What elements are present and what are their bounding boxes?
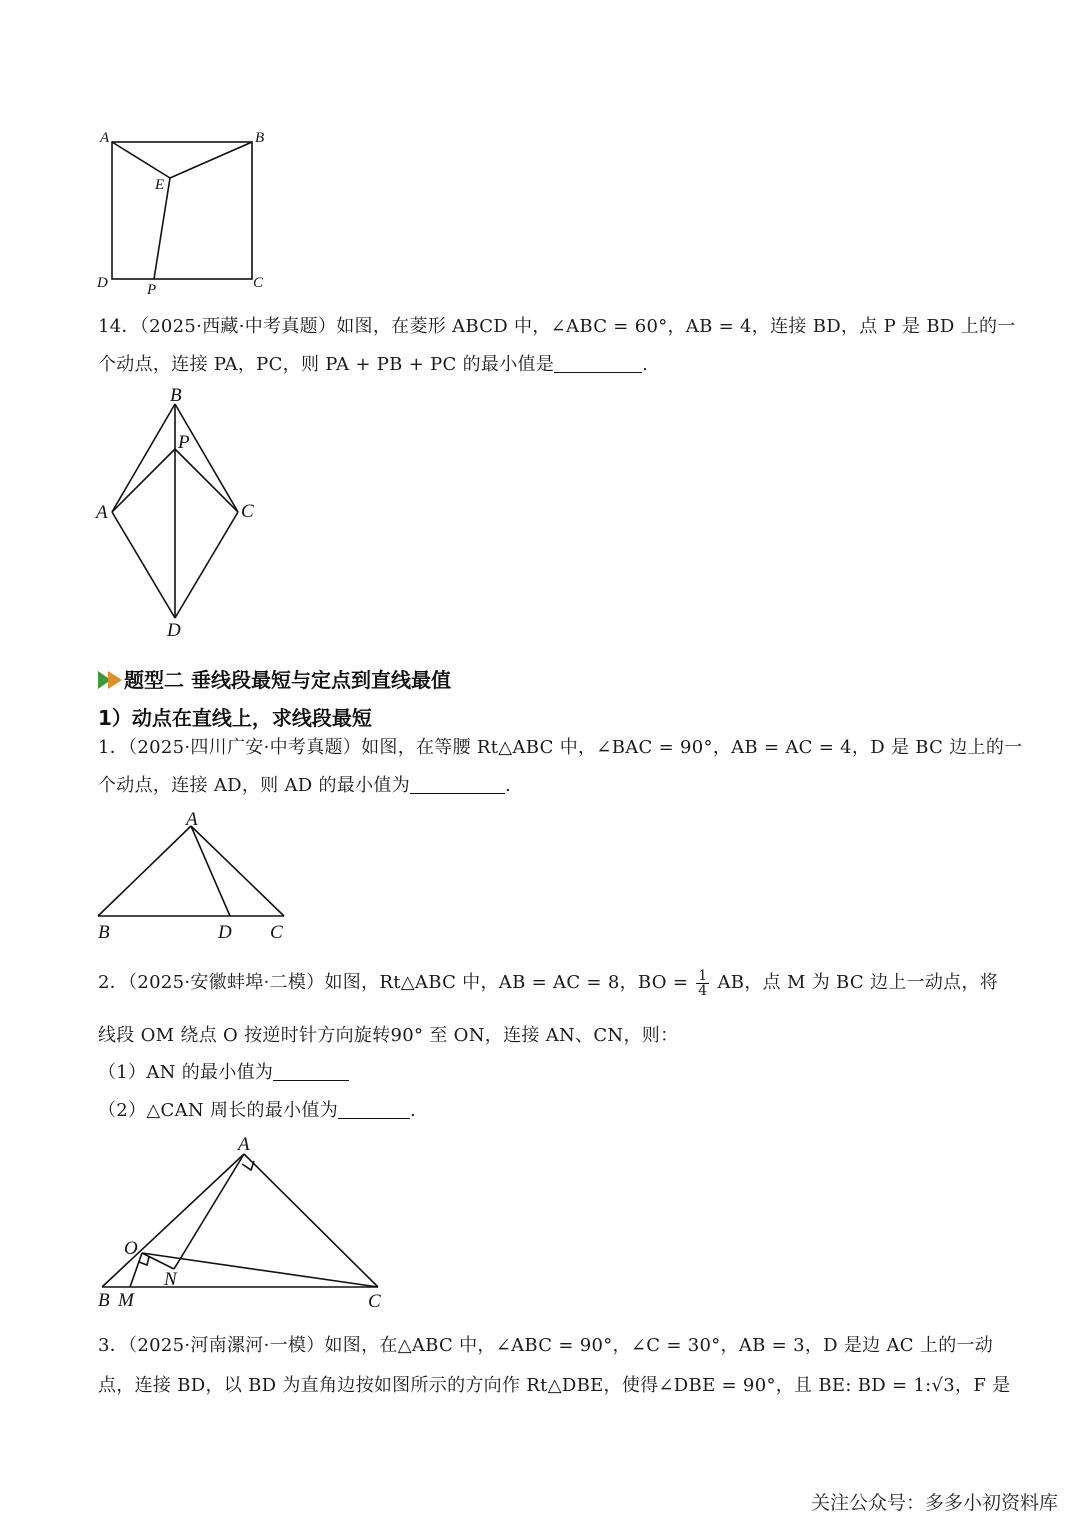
label-a: A <box>238 1134 250 1155</box>
label-b: B <box>98 1290 110 1311</box>
answer-blank <box>273 1062 349 1081</box>
label-p: P <box>178 432 190 453</box>
figure-rhombus <box>92 384 272 644</box>
label-n: N <box>164 1269 177 1290</box>
label-e: E <box>155 177 165 193</box>
problem-3-line-1: 3．（2025·河南漯河·一模）如图，在△ABC 中，∠ABC = 90°，∠C = 30°，AB = 3，D 是边 AC 上的一动 <box>98 1335 994 1356</box>
problem-1-line-1: 1．（2025·四川广安·中考真题）如图，在等腰 Rt△ABC 中，∠BAC = 90°，AB = AC = 4，D 是 BC 边上的一 <box>98 737 1023 758</box>
section-heading <box>98 664 451 693</box>
problem-2-line-2: 线段 OM 绕点 O 按逆时针方向旋转90° 至 ON，连接 AN、CN，则： <box>98 1025 679 1046</box>
footer-watermark: 关注公众号：多多小初资料库 <box>810 1492 1058 1514</box>
problem-2-sub-1 <box>98 1058 349 1084</box>
figure-triangle-oman <box>90 1130 400 1315</box>
figure-square-abcd <box>90 124 280 299</box>
problem-2-text-b: AB，点 M 为 BC 边上一动点，将 <box>717 972 999 993</box>
problem-14-line-2 <box>98 350 648 376</box>
label-o: O <box>124 1238 138 1259</box>
period: . <box>642 354 649 375</box>
problem-2-text-a: 2．（2025·安徽蚌埠·二模）如图，Rt△ABC 中，AB = AC = 8，BO = <box>98 972 689 993</box>
sub-2-text: （2）△CAN 周长的最小值为 <box>98 1100 339 1121</box>
sub-1-text: （1）AN 的最小值为 <box>98 1062 274 1083</box>
label-d: D <box>97 275 108 291</box>
label-m: M <box>118 1290 134 1311</box>
label-c: C <box>368 1291 381 1312</box>
problem-14-text: 个动点，连接 PA，PC，则 PA + PB + PC 的最小值是 <box>98 354 555 375</box>
fraction-denominator: 4 <box>698 982 708 999</box>
label-d: D <box>218 922 232 943</box>
problem-14-line-1: 14．（2025·西藏·中考真题）如图，在菱形 ABCD 中，∠ABC = 60°，AB = 4，连接 BD，点 P 是 BD 上的一 <box>98 316 1016 337</box>
answer-blank <box>410 775 505 794</box>
problem-2-sub-2 <box>98 1096 416 1122</box>
label-a: A <box>100 130 110 146</box>
problem-1-line-2 <box>98 771 511 797</box>
label-d: D <box>167 620 181 641</box>
problem-3-line-2: 点，连接 BD，以 BD 为直角边按如图所示的方向作 Rt△DBE，使得∠DBE = 90°，且 BE: BD = 1:√3，F 是 <box>98 1375 1011 1396</box>
section-title: 题型二 垂线段最短与定点到直线最值 <box>124 668 451 692</box>
section-subheading: 1）动点在直线上，求线段最短 <box>98 706 372 730</box>
label-c: C <box>241 501 254 522</box>
label-b: B <box>98 922 110 943</box>
label-a: A <box>96 502 108 523</box>
label-c: C <box>253 275 264 291</box>
fraction-numerator: 1 <box>698 967 708 984</box>
label-b: B <box>255 130 265 146</box>
problem-2-line-1 <box>98 968 998 998</box>
figure-triangle-abc <box>90 806 300 946</box>
problem-1-text: 个动点，连接 AD，则 AD 的最小值为 <box>98 775 411 796</box>
answer-blank <box>554 354 642 373</box>
label-b: B <box>170 385 182 406</box>
label-p: P <box>147 282 157 298</box>
fraction-one-quarter <box>696 969 709 998</box>
period: . <box>410 1100 417 1121</box>
answer-blank <box>338 1100 410 1119</box>
double-arrow-icon <box>98 670 124 690</box>
period: . <box>505 775 512 796</box>
label-c: C <box>270 922 283 943</box>
label-a: A <box>186 809 198 830</box>
